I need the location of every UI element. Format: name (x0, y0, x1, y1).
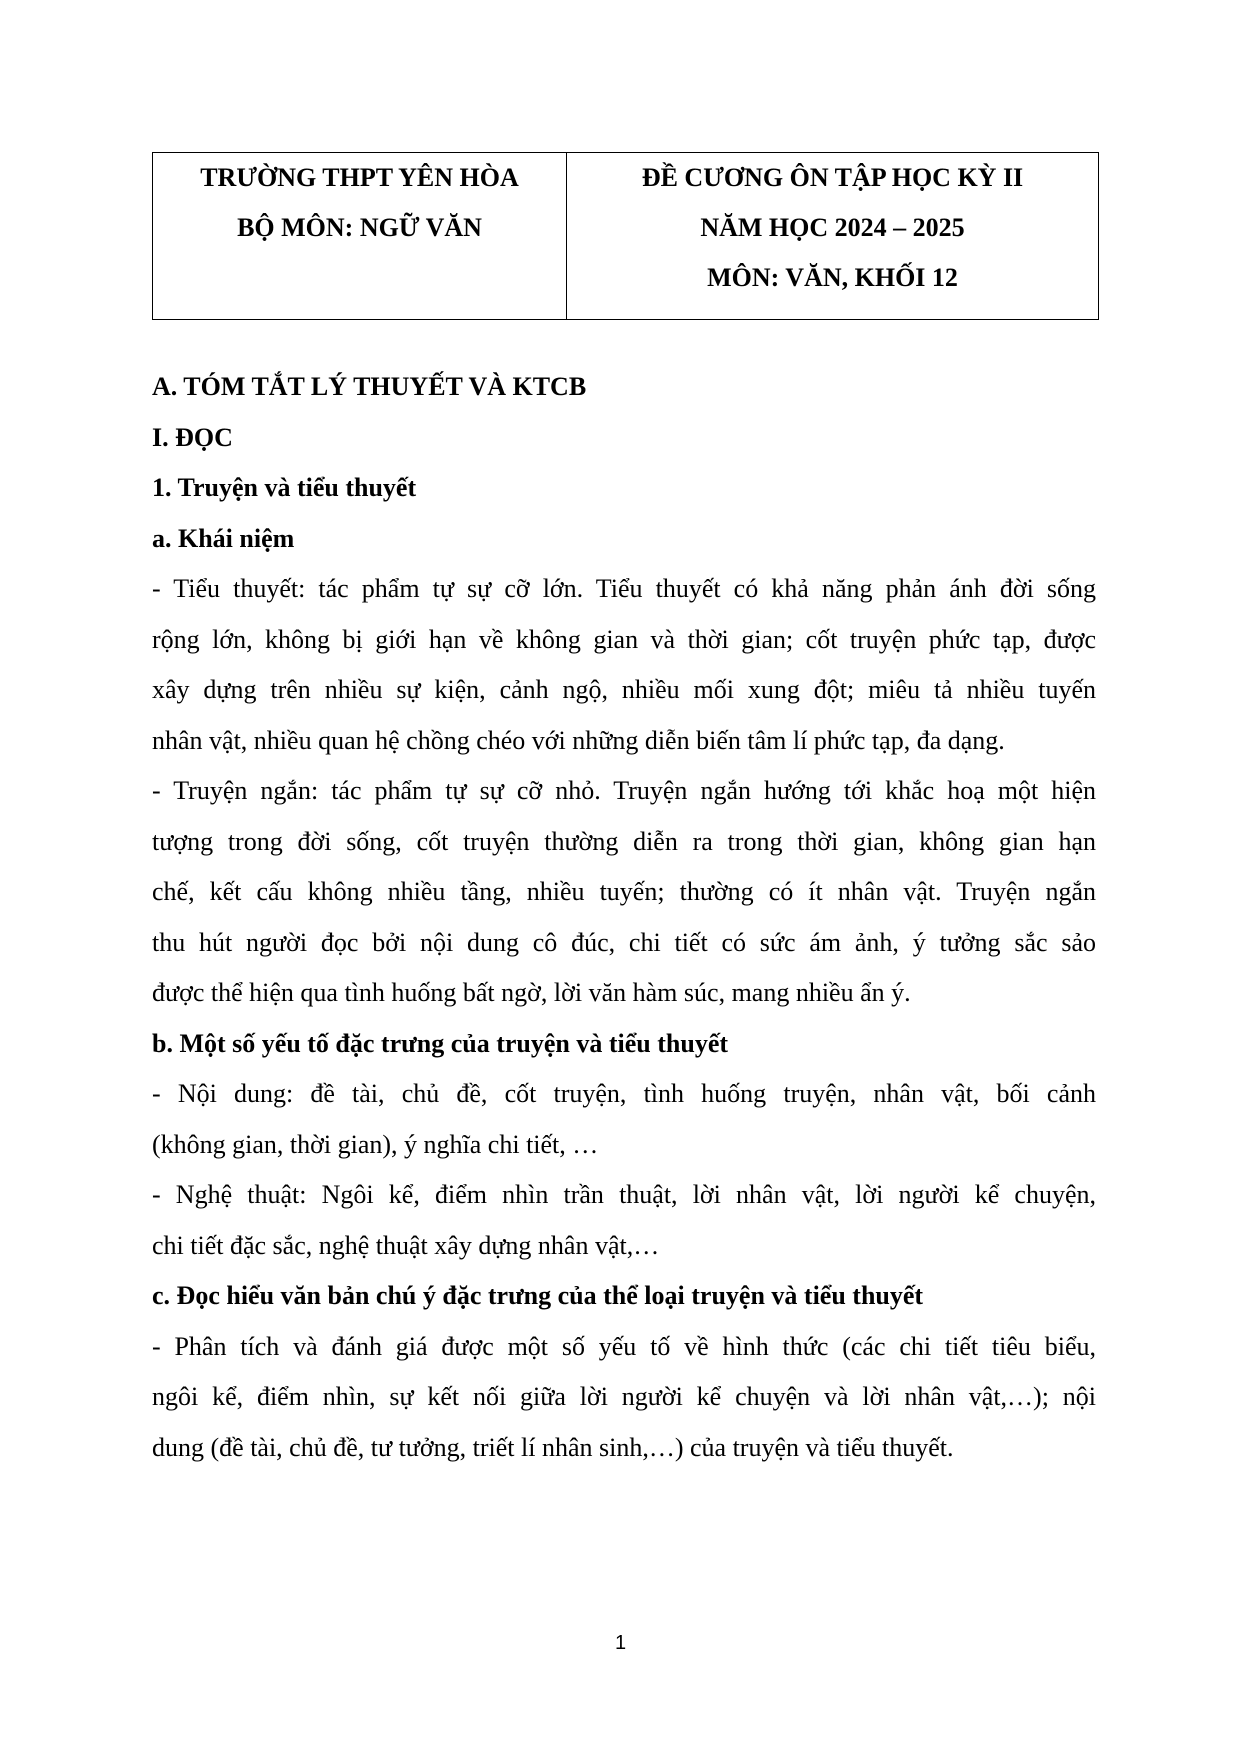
paragraph-line: - Phân tích và đánh giá được một số yếu tố về hình thức (các chi tiết tiêu biểu, (152, 1331, 1096, 1361)
header-table (152, 152, 1099, 320)
heading-characteristics: b. Một số yếu tố đặc trưng của truyện và tiểu thuyết (152, 1028, 729, 1058)
paragraph-line: - Nghệ thuật: Ngôi kể, điểm nhìn trần thuật, lời nhân vật, lời người kể chuyện, (152, 1180, 1096, 1209)
paragraph-line: - Truyện ngắn: tác phẩm tự sự cỡ nhỏ. Truyện ngắn hướng tới khắc hoạ một hiện (152, 776, 1096, 805)
paragraph-line: xây dựng trên nhiều sự kiện, cảnh ngộ, nhiều mối xung đột; miêu tả nhiều tuyến (152, 675, 1096, 704)
document-title: ĐỀ CƯƠNG ÔN TẬP HỌC KỲ II (641, 163, 1024, 192)
document-body (152, 362, 1096, 1473)
section-heading-a: A. TÓM TẮT LÝ THUYẾT VÀ KTCB (152, 372, 587, 401)
header-right-cell (567, 153, 1099, 320)
paragraph-line: nhân vật, nhiều quan hệ chồng chéo với những diễn biến tâm lí phức tạp, đa dạng. (152, 725, 1005, 755)
paragraph-line: - Tiểu thuyết: tác phẩm tự sự cỡ lớn. Tiểu thuyết có khả năng phản ánh đời sống (152, 574, 1096, 603)
part-heading-reading: I. ĐỌC (152, 422, 233, 452)
heading-concept: a. Khái niệm (152, 523, 295, 553)
subsection-heading-1: 1. Truyện và tiểu thuyết (152, 473, 417, 502)
school-year: NĂM HỌC 2024 – 2025 (700, 213, 965, 242)
department-name: BỘ MÔN: NGỮ VĂN (237, 213, 482, 242)
school-name: TRƯỜNG THPT YÊN HÒA (200, 163, 519, 192)
heading-reading-comprehension: c. Đọc hiểu văn bản chú ý đặc trưng của thể loại truyện và tiểu thuyết (152, 1281, 924, 1310)
paragraph-line: rộng lớn, không bị giới hạn về không gian và thời gian; cốt truyện phức tạp, được (152, 624, 1096, 654)
paragraph-line: thu hút người đọc bởi nội dung cô đúc, chi tiết có sức ám ảnh, ý tưởng sắc sảo (152, 927, 1096, 957)
subject-grade: MÔN: VĂN, KHỐI 12 (707, 263, 958, 292)
paragraph-line: được thể hiện qua tình huống bất ngờ, lời văn hàm súc, mang nhiều ẩn ý. (152, 978, 911, 1007)
paragraph-line: dung (đề tài, chủ đề, tư tưởng, triết lí nhân sinh,…) của truyện và tiểu thuyết. (152, 1432, 954, 1462)
page-number: 1 (614, 1632, 627, 1654)
paragraph-line: tượng trong đời sống, cốt truyện thường diễn ra trong thời gian, không gian hạn (152, 826, 1096, 856)
header-left-cell (153, 153, 567, 320)
paragraph-line: - Nội dung: đề tài, chủ đề, cốt truyện, tình huống truyện, nhân vật, bối cảnh (152, 1079, 1096, 1108)
paragraph-line: chi tiết đặc sắc, nghệ thuật xây dựng nhân vật,… (152, 1230, 660, 1260)
paragraph-line: (không gian, thời gian), ý nghĩa chi tiết, … (152, 1129, 599, 1159)
paragraph-line: chế, kết cấu không nhiều tầng, nhiều tuyến; thường có ít nhân vật. Truyện ngắn (152, 877, 1096, 906)
paragraph-line: ngôi kể, điểm nhìn, sự kết nối giữa lời người kể chuyện và lời nhân vật,…); nội (152, 1382, 1096, 1411)
